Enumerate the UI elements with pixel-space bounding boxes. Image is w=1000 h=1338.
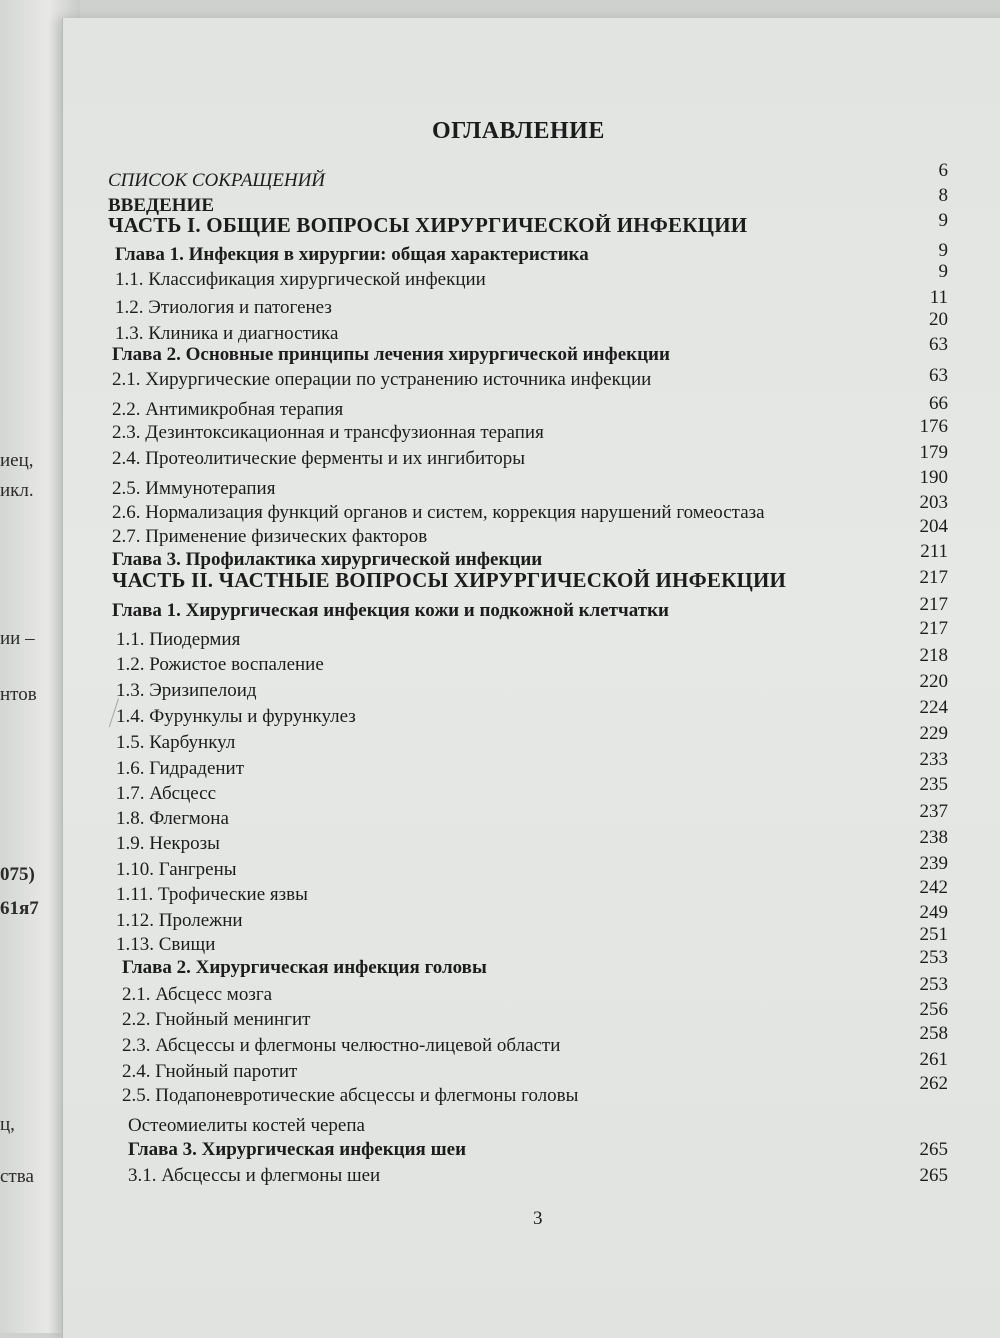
toc-entry-title: 1.9. Некрозы — [116, 833, 220, 854]
toc-entry-page: 217 — [919, 594, 948, 615]
toc-entry-title: Глава 2. Основные принципы лечения хирургической инфекции — [112, 344, 670, 365]
left-page-fragment: иец, — [0, 450, 34, 471]
toc-entry-title: 2.2. Антимикробная терапия — [112, 399, 344, 420]
toc-entry-page: 203 — [919, 492, 948, 513]
toc-entry-page: 204 — [919, 516, 948, 537]
toc-entry-title: 1.13. Свищи — [116, 934, 216, 955]
toc-entry-title: 1.12. Пролежни — [116, 910, 243, 931]
toc-entry-page: 218 — [919, 645, 948, 666]
toc-entry — [0, 749, 1000, 782]
toc-entry-title: 2.3. Абсцессы и флегмоны челюстно-лицевой области — [122, 1035, 561, 1056]
toc-entry-page: 220 — [919, 671, 948, 692]
toc-entry — [0, 723, 1000, 756]
toc-entry-title: 1.3. Эризипелоид — [116, 680, 257, 701]
toc-entry-title: 1.10. Гангрены — [116, 859, 237, 880]
left-page-fragment: 075) — [0, 864, 35, 885]
toc-entry-title: 2.5. Иммунотерапия — [112, 478, 276, 499]
toc-entry-title: ЧАСТЬ I. ОБЩИЕ ВОПРОСЫ ХИРУРГИЧЕСКОЙ ИНФЕКЦИИ — [108, 213, 748, 237]
toc-entry — [0, 1023, 1000, 1059]
toc-entry — [0, 974, 1000, 1008]
toc-entry — [0, 1049, 1000, 1085]
toc-entry — [0, 492, 1000, 526]
toc-entry-title: 1.3. Клиника и диагностика — [115, 323, 339, 344]
toc-entry-page: 66 — [929, 393, 948, 414]
toc-entry-page: 63 — [929, 365, 948, 386]
toc-entry-page: 63 — [929, 334, 948, 355]
toc-chapter-heading — [0, 242, 1000, 268]
toc-entry-title: Глава 2. Хирургическая инфекция головы — [122, 957, 487, 978]
toc-entry — [0, 671, 1000, 704]
toc-entry-page: 261 — [919, 1049, 948, 1070]
toc-entry — [0, 1163, 1000, 1189]
toc-entry-page: 229 — [919, 723, 948, 744]
toc-entry-title: 2.1. Абсцесс мозга — [122, 984, 273, 1005]
toc-entry-page: 176 — [919, 416, 948, 437]
toc-entry-page: 8 — [938, 185, 948, 206]
toc-entry-title: ЧАСТЬ II. ЧАСТНЫЕ ВОПРОСЫ ХИРУРГИЧЕСКОЙ ИНФЕКЦИИ — [112, 568, 787, 592]
toc-entry-page: 235 — [919, 774, 948, 795]
toc-part-heading — [0, 212, 1000, 238]
toc-entry-page: 253 — [919, 974, 948, 995]
toc-entry — [0, 416, 1000, 446]
toc-entry — [0, 261, 1000, 293]
toc-entry — [0, 645, 1000, 678]
toc-entry-page: 217 — [919, 567, 948, 588]
left-page-fragment: икл. — [0, 480, 34, 501]
toc-entry-page: 253 — [919, 947, 948, 968]
toc-entry-page: 238 — [919, 827, 948, 848]
toc-entry-page: 258 — [919, 1023, 948, 1044]
toc-entry-page: 249 — [919, 902, 948, 923]
toc-entry — [0, 442, 1000, 472]
toc-entry-title: 2.1. Хирургические операции по устранению источника инфекции — [112, 369, 652, 390]
toc-entry-page: 217 — [919, 618, 948, 639]
toc-entry-page: 265 — [919, 1139, 948, 1160]
toc-entry-title: Глава 1. Хирургическая инфекция кожи и подкожной клетчатки — [112, 600, 669, 621]
toc-entry-page: 9 — [938, 240, 948, 261]
toc-entry-page: 211 — [920, 541, 948, 562]
page-number: 3 — [533, 1208, 543, 1229]
toc-entry — [0, 1073, 1000, 1109]
toc-chapter-heading — [0, 334, 1000, 368]
toc-entry-page: 179 — [919, 442, 948, 463]
toc-chapter-heading — [0, 1137, 1000, 1163]
toc-entry-title: ВВЕДЕНИЕ — [108, 195, 214, 216]
toc-entry-title: 2.4. Протеолитические ферменты и их ингибиторы — [112, 448, 525, 469]
toc-entry — [0, 853, 1000, 883]
toc-entry-page: 233 — [919, 749, 948, 770]
toc-entry-title: 2.6. Нормализация функций органов и систем, коррекция нарушений гомеостаза — [112, 502, 765, 523]
toc-entry-title: 2.4. Гнойный паротит — [122, 1061, 298, 1082]
toc-entry — [0, 287, 1000, 321]
toc-entry-title: 3.1. Абсцессы и флегмоны шеи — [128, 1165, 381, 1186]
toc-entry-title: 2.3. Дезинтоксикационная и трансфузионная терапия — [112, 422, 544, 443]
toc-entry-page: 242 — [919, 877, 948, 898]
toc-entry — [0, 467, 1000, 502]
toc-entry-title: Глава 3. Хирургическая инфекция шеи — [128, 1139, 467, 1160]
toc-entry-page: 251 — [919, 924, 948, 945]
toc-entry-title: 1.1. Классификация хирургической инфекции — [115, 269, 486, 290]
page-title: ОГЛАВЛЕНИЕ — [432, 118, 605, 144]
left-page-fragment: ц, — [0, 1114, 15, 1135]
toc-entry-title: 1.4. Фурункулы и фурункулез — [116, 706, 356, 727]
toc-entry-title: 2.5. Подапоневротические абсцессы и флегмоны головы — [122, 1085, 579, 1106]
toc-entry-title: 1.11. Трофические язвы — [116, 884, 308, 905]
toc-entry-page: 239 — [919, 853, 948, 874]
toc-chapter-heading — [0, 594, 1000, 624]
toc-entry — [0, 827, 1000, 857]
toc-entry — [0, 902, 1000, 934]
left-page-fragment: ства — [0, 1166, 34, 1187]
toc-entry-page: 20 — [929, 309, 948, 330]
toc-entry-continued — [0, 1113, 1000, 1139]
toc-entry-title: Глава 1. Инфекция в хирургии: общая характеристика — [115, 244, 589, 265]
toc-entry — [0, 618, 1000, 653]
toc-entry-title: СПИСОК СОКРАЩЕНИЙ — [108, 170, 326, 191]
toc-entry-page: 190 — [919, 467, 948, 488]
toc-entry — [0, 367, 1000, 393]
toc-entry-title: 1.5. Карбункул — [116, 732, 236, 753]
toc-entry-page: 237 — [919, 801, 948, 822]
toc-entry-page: 265 — [919, 1165, 948, 1186]
toc-part-heading — [0, 567, 1000, 593]
toc-entry — [0, 774, 1000, 807]
toc-entry-title: Остеомиелиты костей черепа — [128, 1115, 365, 1136]
toc-entry-title: 1.1. Пиодермия — [116, 629, 241, 650]
toc-entry-title: 2.7. Применение физических факторов — [112, 526, 428, 547]
toc-entry — [0, 160, 1000, 194]
toc-entry — [0, 697, 1000, 730]
toc-entry-title: 1.2. Рожистое воспаление — [116, 654, 324, 675]
left-page-fragment: ии – — [0, 628, 35, 649]
toc-entry-title: 1.7. Абсцесс — [116, 783, 217, 804]
toc-entry-title: 1.2. Этиология и патогенез — [115, 297, 332, 318]
toc-entry-page: 224 — [919, 697, 948, 718]
toc-entry-page: 11 — [929, 287, 948, 308]
toc-entry-title: Глава 3. Профилактика хирургической инфекции — [112, 549, 543, 570]
toc-entry-page: 262 — [919, 1073, 948, 1094]
toc-entry — [0, 999, 1000, 1033]
left-page-fragment: нтов — [0, 684, 37, 705]
toc-entry — [0, 877, 1000, 908]
toc-entry-page: 9 — [938, 261, 948, 282]
toc-entry-page: 9 — [938, 210, 948, 231]
toc-entry-page: 256 — [919, 999, 948, 1020]
toc-entry-page: 6 — [938, 160, 948, 181]
toc-entry-title: 1.8. Флегмона — [116, 808, 229, 829]
toc-chapter-heading — [0, 947, 1000, 981]
toc-entry-title: 1.6. Гидраденит — [116, 758, 245, 779]
toc-entry — [0, 801, 1000, 832]
left-page-fragment: 61я7 — [0, 898, 39, 919]
toc-entry-title: 2.2. Гнойный менингит — [122, 1009, 311, 1030]
